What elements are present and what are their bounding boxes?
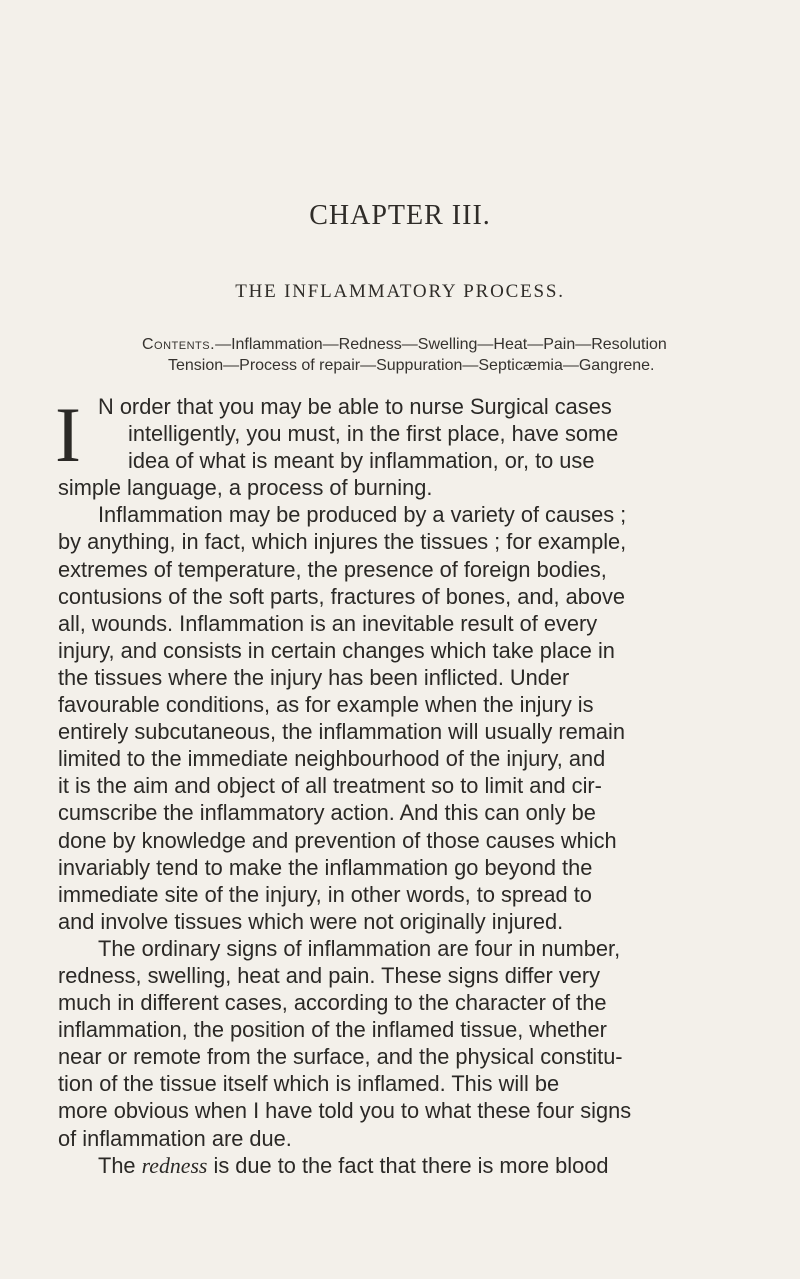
paragraph-2-line: cumscribe the inflammatory action. And this can only be — [58, 800, 596, 826]
paragraph-1-line-4: simple language, a process of burning. — [58, 475, 433, 501]
paragraph-2-line: Inflammation may be produced by a variety of causes ; — [98, 502, 627, 528]
body-text — [58, 393, 763, 1179]
paragraph-2-line: invariably tend to make the inflammation go beyond the — [58, 854, 593, 880]
paragraph-2-line: injury, and consists in certain changes which take place in — [58, 637, 615, 663]
paragraph-1-line-2: intelligently, you must, in the first place, have some — [128, 421, 619, 447]
paragraph-2-line: and involve tissues which were not originally injured. — [58, 908, 564, 934]
paragraph-2-line: contusions of the soft parts, fractures of bones, and, above — [58, 583, 626, 609]
paragraph-3-line: inflammation, the position of the inflamed tissue, whether — [58, 1017, 607, 1043]
paragraph-3-line: The ordinary signs of inflammation are four in number, — [98, 935, 621, 961]
paragraph-1-line-1 — [58, 393, 763, 420]
contents-line-2: Tension—Process of repair—Suppuration—Septicæmia—Gangrene. — [168, 357, 655, 374]
paragraph-3-line: more obvious when I have told you to what these four signs — [58, 1098, 632, 1124]
chapter-contents — [142, 334, 757, 376]
paragraph-4-rest: is due to the fact that there is more blood — [213, 1152, 609, 1178]
paragraph-2-line: it is the aim and object of all treatment so to limit and cir- — [58, 773, 602, 799]
paragraph-2-line: limited to the immediate neighbourhood of the injury, and — [58, 746, 606, 772]
paragraph-3-line: much in different cases, according to the character of the — [58, 990, 607, 1016]
paragraph-2-line: all, wounds. Inflammation is an inevitable result of every — [58, 610, 598, 636]
paragraph-3-line: of inflammation are due. — [58, 1125, 292, 1151]
paragraph-4-line — [58, 1152, 763, 1179]
paragraph-1-line-1-text: order that you may be able to nurse Surgical cases — [119, 394, 612, 419]
paragraph-2-line: the tissues where the injury has been inflicted. Under — [58, 664, 570, 690]
paragraph-1-line-3: idea of what is meant by inflammation, or, to use — [128, 448, 595, 474]
first-word: N — [98, 394, 114, 419]
drop-cap: I — [55, 391, 81, 478]
paragraph-2-line: by anything, in fact, which injures the tissues ; for example, — [58, 529, 627, 555]
paragraph-2-line: favourable conditions, as for example when the injury is — [58, 692, 594, 718]
paragraph-2-line: entirely subcutaneous, the inflammation will usually remain — [58, 719, 625, 745]
chapter-title: CHAPTER III. — [309, 200, 491, 231]
contents-label: Contents. — [142, 336, 216, 353]
section-title: THE INFLAMMATORY PROCESS. — [235, 281, 565, 302]
paragraph-4-start: The — [98, 1152, 136, 1178]
paragraph-3-line: redness, swelling, heat and pain. These signs differ very — [58, 962, 601, 988]
contents-line-1 — [142, 334, 757, 355]
paragraph-2-line: done by knowledge and prevention of those causes which — [58, 827, 617, 853]
contents-text-1: —Inflammation—Redness—Swelling—Heat—Pain—Resolution — [215, 336, 667, 353]
emphasis-redness: redness — [141, 1153, 208, 1178]
paragraph-3-line: near or remote from the surface, and the physical constitu- — [58, 1044, 623, 1070]
paragraph-3-line: tion of the tissue itself which is inflamed. This will be — [58, 1071, 560, 1097]
paragraph-2-line: immediate site of the injury, in other words, to spread to — [58, 881, 592, 907]
paragraph-2-line: extremes of temperature, the presence of foreign bodies, — [58, 556, 607, 582]
